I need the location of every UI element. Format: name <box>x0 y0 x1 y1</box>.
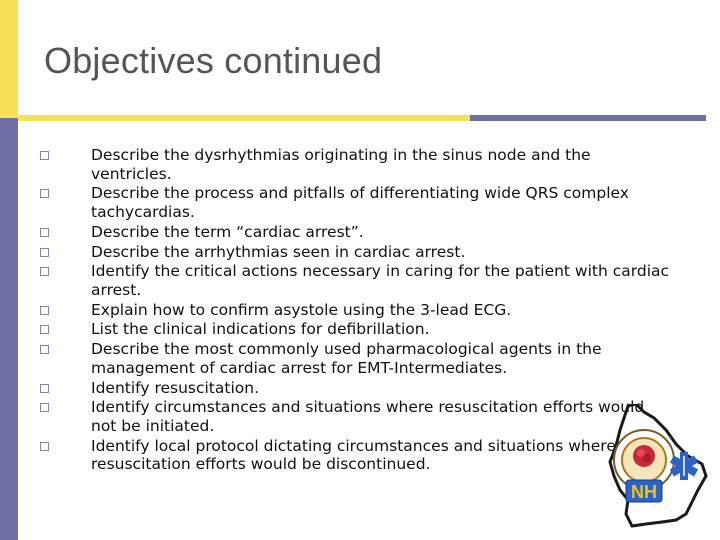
square-bullet-icon <box>40 248 49 257</box>
list-item <box>40 340 670 377</box>
list-item <box>40 262 670 299</box>
objective-text: Describe the term “cardiac arrest”. <box>91 222 364 241</box>
square-bullet-icon <box>40 325 49 334</box>
left-accent-bar-yellow <box>0 0 18 118</box>
objective-text: Identify resuscitation. <box>91 378 260 397</box>
square-bullet-icon <box>40 151 49 160</box>
objective-text: Identify local protocol dictating circumstances and situations where resuscitation efforts would be discontinued. <box>91 436 616 474</box>
square-bullet-icon <box>40 228 49 237</box>
nh-ems-logo <box>606 404 710 530</box>
list-item <box>40 301 670 320</box>
objective-text: Describe the most commonly used pharmacological agents in the management of cardiac arrest for EMT-Intermediates. <box>91 340 602 377</box>
square-bullet-icon <box>40 442 49 451</box>
square-bullet-icon <box>40 189 49 198</box>
list-item <box>40 437 670 474</box>
title-divider-yellow <box>18 115 470 121</box>
square-bullet-icon <box>40 403 49 412</box>
list-item <box>40 146 670 183</box>
title-divider-end <box>696 115 706 121</box>
objective-text: Explain how to confirm asystole using the 3-lead ECG. <box>91 300 512 319</box>
objective-text: Describe the process and pitfalls of differentiating wide QRS complex tachycardias. <box>91 184 629 221</box>
objectives-list <box>40 146 670 475</box>
square-bullet-icon <box>40 384 49 393</box>
objective-text: List the clinical indications for defibrillation. <box>91 320 430 339</box>
objective-text: Identify circumstances and situations where resuscitation efforts would not be initiated. <box>91 398 645 435</box>
title-divider-purple <box>470 115 696 121</box>
square-bullet-icon <box>40 267 49 276</box>
list-item <box>40 320 670 339</box>
list-item <box>40 398 670 435</box>
list-item <box>40 223 670 242</box>
left-accent-bar-purple <box>0 118 18 540</box>
list-item <box>40 243 670 262</box>
slide-title: Objectives continued <box>44 40 383 81</box>
objective-text: Describe the dysrhythmias originating in the sinus node and the ventricles. <box>91 146 591 183</box>
objective-text: Identify the critical actions necessary in caring for the patient with cardiac arrest. <box>91 262 670 299</box>
list-item <box>40 184 670 221</box>
new-hampshire-ems-emblem-icon <box>606 404 710 530</box>
list-item <box>40 379 670 398</box>
logo-nh-text: NH <box>631 482 657 502</box>
square-bullet-icon <box>40 345 49 354</box>
square-bullet-icon <box>40 306 49 315</box>
objective-text: Describe the arrhythmias seen in cardiac arrest. <box>91 242 466 261</box>
